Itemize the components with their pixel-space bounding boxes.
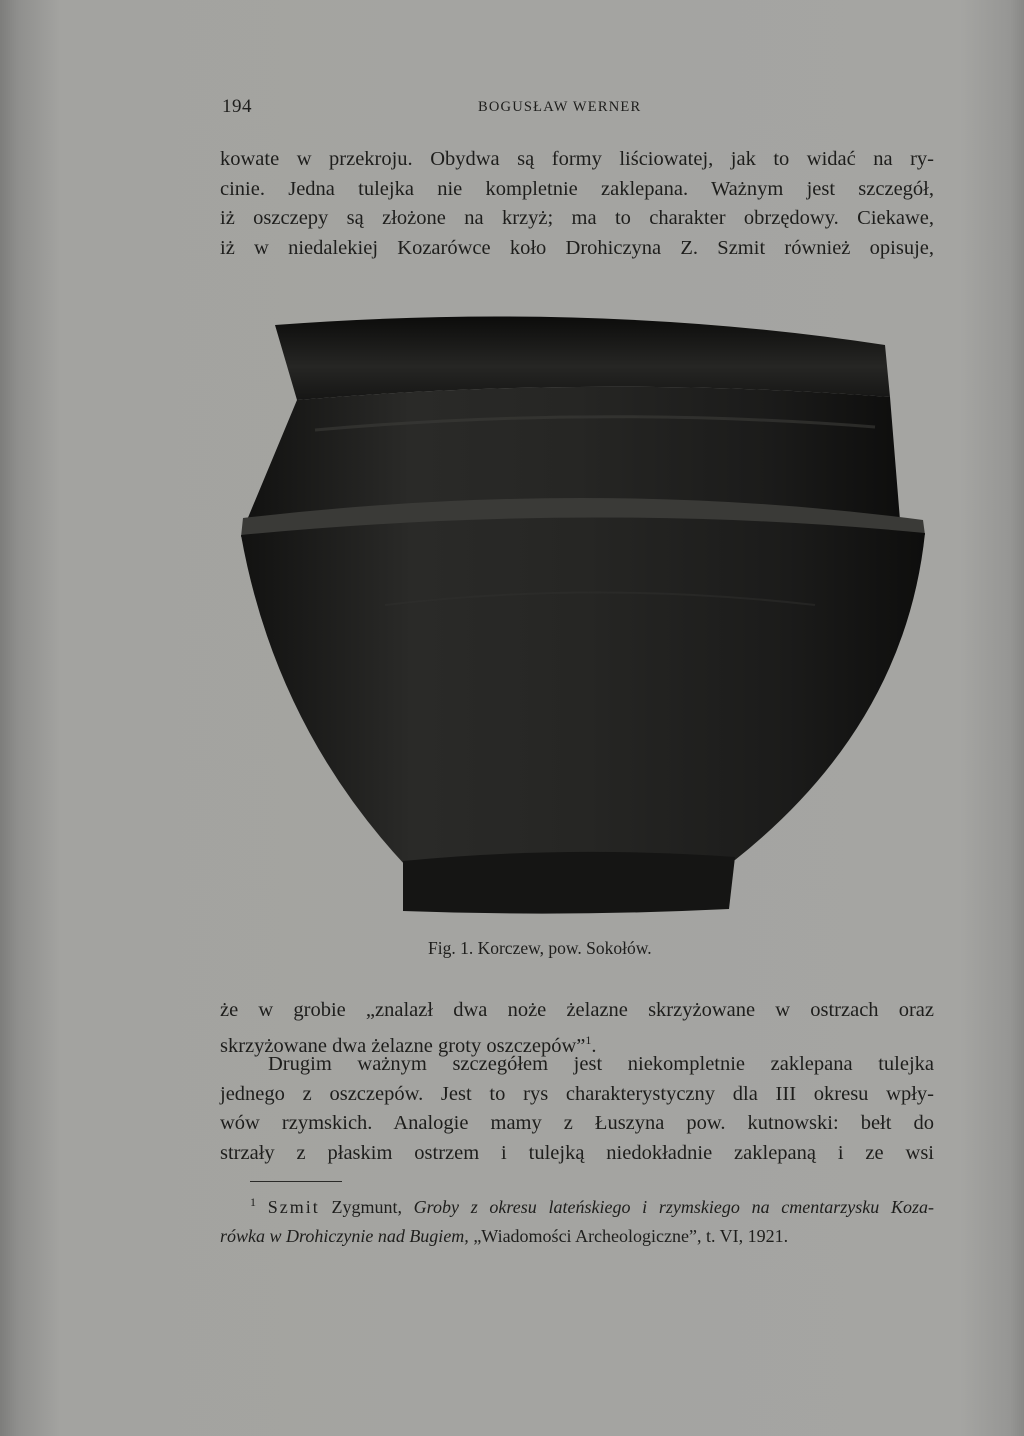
sentence-end: . bbox=[591, 1034, 597, 1057]
text-line: wów rzymskich. Analogie mamy z Łuszyna pow. kutnowski: bełt do bbox=[220, 1112, 934, 1135]
text-line: Drugim ważnym szczegółem jest niekompletnie zaklepana tulejka bbox=[268, 1053, 934, 1075]
footnote bbox=[220, 1188, 934, 1251]
text-line: jednego z oszczepów. Jest to rys charakterystyczny dla III okresu wpły- bbox=[220, 1082, 934, 1105]
footnote-author-given: Zygmunt, bbox=[331, 1197, 402, 1217]
text-line: że w grobie „znalazł dwa noże żelazne skrzyżowane w ostrzach oraz bbox=[220, 999, 934, 1021]
text-line: iż oszczepy są złożone na krzyż; ma to charakter obrzędowy. Ciekawe, bbox=[220, 207, 934, 230]
footnote-marker: 1 bbox=[250, 1195, 256, 1209]
text-line: cinie. Jedna tulejka nie kompletnie zaklepana. Ważnym jest szczegół, bbox=[220, 177, 934, 200]
footnote-line bbox=[220, 1222, 934, 1251]
paragraph-top bbox=[220, 145, 934, 263]
page-number: 194 bbox=[222, 96, 252, 117]
figure-photo-pot bbox=[235, 305, 935, 917]
text-line-content: skrzyżowane dwa żelazne groty oszczepów” bbox=[220, 1034, 586, 1057]
text-line: iż w niedalekiej Kozarówce koło Drohiczyna Z. Szmit również opisuje, bbox=[220, 236, 934, 259]
footnote-title: Groby z okresu lateńskiego i rzymskiego na cmentarzysku Koza- bbox=[413, 1197, 934, 1217]
footnote-author-surname: Szmit bbox=[267, 1197, 320, 1217]
text-line: strzały z płaskim ostrzem i tulejką niedokładnie zaklepaną i ze wsi bbox=[220, 1141, 934, 1164]
text-line: kowate w przekroju. Obydwa są formy liściowatej, jak to widać na ry- bbox=[220, 148, 934, 170]
footnote-divider bbox=[250, 1181, 342, 1182]
footnote-title-cont: rówka w Drohiczynie nad Bugiem, bbox=[220, 1226, 469, 1246]
footnote-publication: „Wiadomości Archeologiczne”, t. VI, 1921. bbox=[473, 1226, 789, 1246]
paragraph-main bbox=[220, 1050, 934, 1168]
footnote-line bbox=[220, 1188, 934, 1222]
running-head bbox=[222, 96, 934, 126]
figure-caption: Fig. 1. Korczew, pow. Sokołów. bbox=[428, 938, 652, 958]
running-title-author: BOGUSŁAW WERNER bbox=[478, 99, 642, 115]
footnote-reference: 1 bbox=[585, 1032, 592, 1047]
